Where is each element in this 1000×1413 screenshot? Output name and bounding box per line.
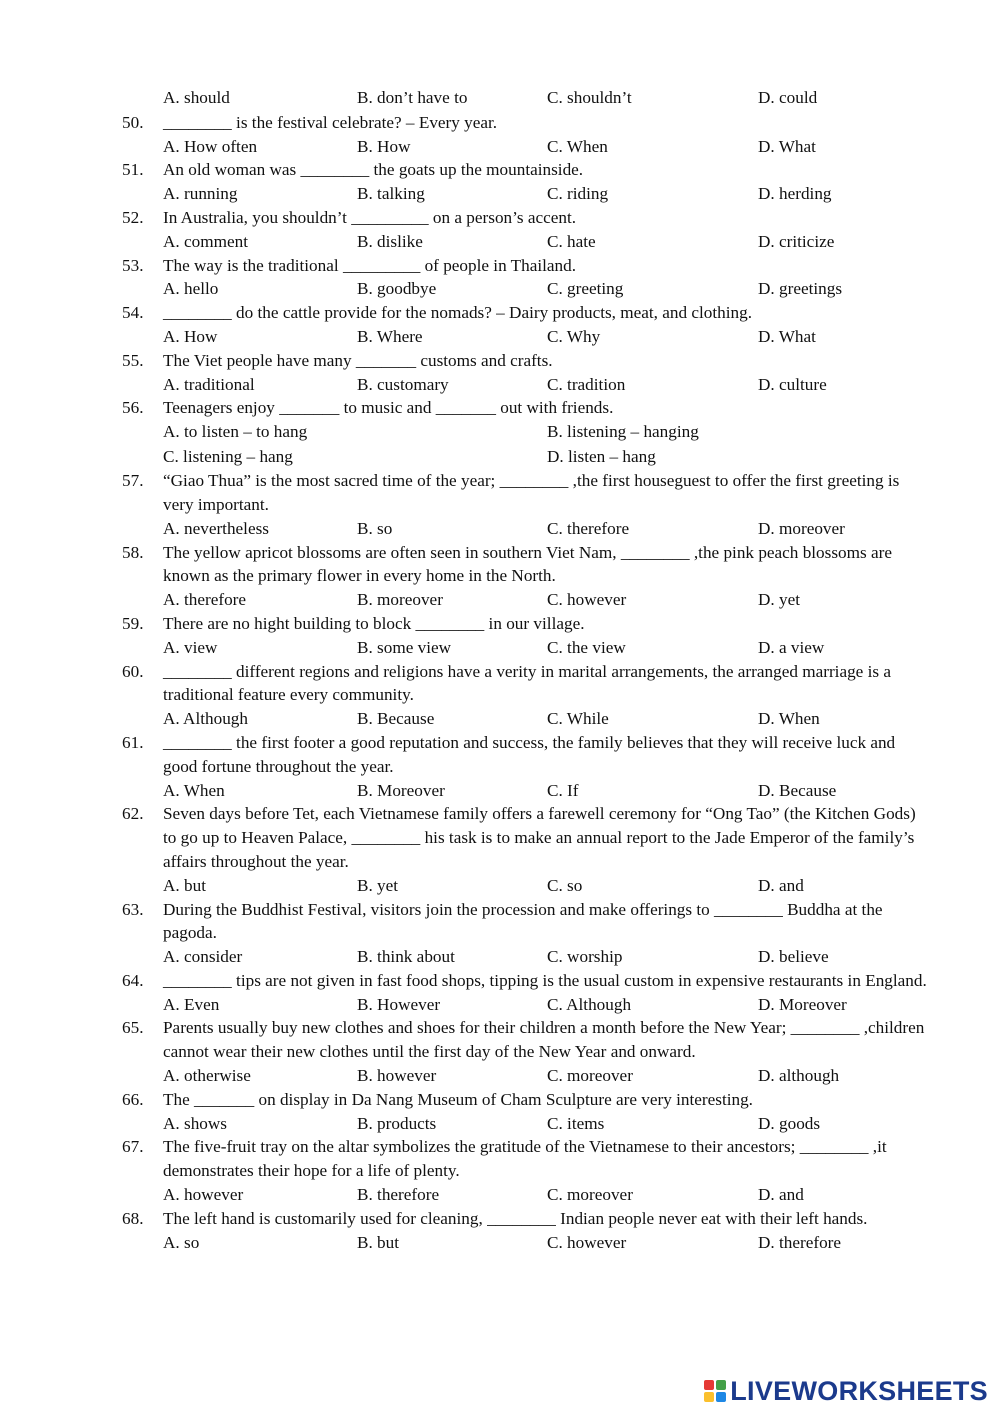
question-61 <box>0 731 1000 802</box>
question-number: 52. <box>122 207 144 227</box>
question-stem: An old woman was ________ the goats up the mountainside. <box>163 160 584 180</box>
answer-options <box>0 230 1000 254</box>
answer-options <box>0 517 1000 541</box>
option-b[interactable]: B. moreover <box>357 590 443 610</box>
question-text <box>0 898 1000 946</box>
option-d[interactable]: D. therefore <box>758 1232 842 1252</box>
question-stem: During the Buddhist Festival, visitors join the procession and make offerings to ________ Buddha at the pagoda. <box>163 899 883 943</box>
answer-options <box>0 707 1000 731</box>
brand-name: LIVEWORKSHEETS <box>730 1375 988 1406</box>
option-c[interactable]: C. the view <box>547 637 626 657</box>
option-d[interactable]: D. a view <box>758 637 825 657</box>
question-text <box>0 802 1000 873</box>
question-text <box>0 1088 1000 1112</box>
option-d[interactable]: D. What <box>758 326 816 346</box>
option-a[interactable]: A. shows <box>163 1113 227 1133</box>
option-b[interactable]: B. Because <box>357 709 435 729</box>
question-stem: Parents usually buy new clothes and shoes for their children a month before the New Year; ________ ,children cannot wear their new clothes until the first day of the New Year and onward. <box>163 1018 925 1062</box>
question-57 <box>0 469 1000 540</box>
option-c[interactable]: C. items <box>547 1113 605 1133</box>
question-list <box>0 111 1000 1255</box>
option-b[interactable]: B. How <box>357 136 411 156</box>
option-b[interactable]: B. Moreover <box>357 780 445 800</box>
option-b[interactable]: B. products <box>357 1113 437 1133</box>
question-52 <box>0 206 1000 254</box>
answer-options <box>0 1112 1000 1136</box>
question-67 <box>0 1135 1000 1206</box>
option-a[interactable]: A. should <box>163 88 230 107</box>
question-65 <box>0 1016 1000 1087</box>
question-stem: ________ tips are not given in fast food shops, tipping is the usual custom in expensive restaurants in England. <box>163 970 927 990</box>
question-text <box>0 660 1000 708</box>
option-c[interactable]: C. If <box>547 780 579 800</box>
question-stem: The left hand is customarily used for cleaning, ________ Indian people never eat with their left hands. <box>163 1208 868 1228</box>
answer-options <box>0 135 1000 159</box>
option-b[interactable]: B. However <box>357 994 441 1014</box>
question-56 <box>0 396 1000 469</box>
question-stem: Seven days before Tet, each Vietnamese family offers a farewell ceremony for “Ong Tao” (the Kitchen Gods) to go up to Heaven Palace, ________ his task is to make an annual report to the Jade Emperor of the family’s affairs throughout the year. <box>163 804 916 871</box>
liveworksheets-logo <box>704 1376 988 1406</box>
question-number: 54. <box>122 303 144 323</box>
option-a[interactable]: A. but <box>163 875 206 895</box>
question-number: 62. <box>122 804 144 824</box>
option-c[interactable]: C. moreover <box>547 1185 633 1205</box>
question-text <box>0 541 1000 589</box>
question-text <box>0 1135 1000 1183</box>
question-number: 65. <box>122 1018 144 1038</box>
option-c[interactable]: C. tradition <box>547 374 626 394</box>
option-d[interactable]: D. Moreover <box>758 994 847 1014</box>
question-stem: The Viet people have many _______ customs and crafts. <box>163 350 553 370</box>
option-d[interactable]: D. and <box>758 1185 804 1205</box>
option-a[interactable]: A. How often <box>163 136 258 156</box>
question-64 <box>0 969 1000 1017</box>
question-text <box>0 206 1000 230</box>
question-number: 56. <box>122 398 144 418</box>
option-d[interactable]: D. When <box>758 709 820 729</box>
option-a[interactable]: A. When <box>163 780 225 800</box>
answer-options <box>0 1064 1000 1088</box>
option-b[interactable]: B. goodbye <box>357 279 437 299</box>
question-59 <box>0 612 1000 660</box>
option-c[interactable]: C. listening – hang <box>163 446 293 466</box>
option-b[interactable]: B. but <box>357 1232 400 1252</box>
question-number: 64. <box>122 970 144 990</box>
option-b[interactable]: B. talking <box>357 184 425 204</box>
option-c[interactable]: C. hate <box>547 231 596 251</box>
answer-options <box>0 874 1000 898</box>
question-stem: ________ different regions and religions have a verity in marital arrangements, the arranged marriage is a traditional feature every community. <box>163 661 891 705</box>
question-63 <box>0 898 1000 969</box>
question-stem: The five-fruit tray on the altar symbolizes the gratitude of the Vietnamese to their ancestors; ________ ,it demonstrates their hope for a life of plenty. <box>163 1137 887 1181</box>
option-d[interactable]: D. could <box>758 88 818 107</box>
option-c[interactable]: C. shouldn’t <box>547 88 632 107</box>
question-text <box>0 1207 1000 1231</box>
question-number: 67. <box>122 1137 144 1157</box>
option-d[interactable]: D. moreover <box>758 518 845 538</box>
logo-square-blue <box>716 1392 726 1402</box>
option-b[interactable]: B. therefore <box>357 1185 440 1205</box>
logo-square-red <box>704 1380 714 1390</box>
question-text <box>0 158 1000 182</box>
option-b[interactable]: B. dislike <box>357 231 423 251</box>
option-a[interactable]: A. therefore <box>163 590 247 610</box>
option-c[interactable]: C. however <box>547 1232 627 1252</box>
question-text <box>0 111 1000 135</box>
answer-options-row <box>0 445 1000 470</box>
option-c[interactable]: C. Why <box>547 326 601 346</box>
question-text <box>0 1016 1000 1064</box>
question-text <box>0 254 1000 278</box>
answer-options <box>0 588 1000 612</box>
option-a[interactable]: A. otherwise <box>163 1066 251 1086</box>
question-stem: Teenagers enjoy _______ to music and _______ out with friends. <box>163 398 614 418</box>
option-c[interactable]: C. so <box>547 875 583 895</box>
question-text <box>0 349 1000 373</box>
question-number: 63. <box>122 899 144 919</box>
question-text <box>0 469 1000 517</box>
option-d[interactable]: D. although <box>758 1066 840 1086</box>
question-stem: There are no hight building to block ________ in our village. <box>163 613 585 633</box>
option-b[interactable]: B. think about <box>357 947 455 967</box>
question-number: 58. <box>122 542 144 562</box>
question-66 <box>0 1088 1000 1136</box>
option-d[interactable]: D. goods <box>758 1113 821 1133</box>
option-d[interactable]: D. believe <box>758 947 829 967</box>
worksheet <box>0 86 1000 1254</box>
question-stem: ________ is the festival celebrate? – Every year. <box>163 112 498 132</box>
option-a[interactable]: A. running <box>163 184 238 204</box>
answer-options <box>0 945 1000 969</box>
option-d[interactable]: D. listen – hang <box>547 446 656 466</box>
question-55 <box>0 349 1000 397</box>
option-a[interactable]: A. to listen – to hang <box>163 422 308 442</box>
answer-options <box>0 993 1000 1017</box>
answer-options <box>0 1231 1000 1255</box>
question-stem: ________ the first footer a good reputation and success, the family believes that they will receive luck and good fortune throughout the year. <box>163 732 896 776</box>
question-stem: In Australia, you shouldn’t _________ on a person’s accent. <box>163 207 577 227</box>
question-54 <box>0 301 1000 349</box>
answer-options <box>0 373 1000 397</box>
option-c[interactable]: C. While <box>547 709 609 729</box>
answer-options <box>0 277 1000 301</box>
question-number: 66. <box>122 1089 144 1109</box>
question-stem: The _______ on display in Da Nang Museum of Cham Sculpture are very interesting. <box>163 1089 753 1109</box>
answer-options <box>0 325 1000 349</box>
option-a[interactable]: A. however <box>163 1185 244 1205</box>
question-58 <box>0 541 1000 612</box>
answer-options <box>0 1183 1000 1207</box>
option-a[interactable]: A. consider <box>163 947 243 967</box>
option-a[interactable]: A. How <box>163 326 218 346</box>
option-d[interactable]: D. criticize <box>758 231 835 251</box>
question-stem: The yellow apricot blossoms are often seen in southern Viet Nam, ________ ,the pink peach blossoms are known as the primary flower in every home in the North. <box>163 542 892 586</box>
question-text <box>0 301 1000 325</box>
option-b[interactable]: B. Where <box>357 326 423 346</box>
option-b[interactable]: B. yet <box>357 875 399 895</box>
option-c[interactable]: C. therefore <box>547 518 630 538</box>
question-stem: The way is the traditional _________ of people in Thailand. <box>163 255 577 275</box>
question-number: 60. <box>122 661 144 681</box>
option-d[interactable]: D. culture <box>758 374 827 394</box>
question-number: 53. <box>122 255 144 275</box>
option-a[interactable]: A. hello <box>163 279 219 299</box>
option-a[interactable]: A. Although <box>163 709 248 729</box>
option-a[interactable]: A. so <box>163 1232 200 1252</box>
question-number: 68. <box>122 1208 144 1228</box>
question-60 <box>0 660 1000 731</box>
option-b[interactable]: B. customary <box>357 374 449 394</box>
option-c[interactable]: C. greeting <box>547 279 624 299</box>
option-b[interactable]: B. however <box>357 1066 437 1086</box>
answer-options <box>0 779 1000 803</box>
answer-options <box>0 636 1000 660</box>
option-d[interactable]: D. yet <box>758 590 801 610</box>
option-c[interactable]: C. When <box>547 136 608 156</box>
question-51 <box>0 158 1000 206</box>
logo-square-green <box>716 1380 726 1390</box>
question-50 <box>0 111 1000 159</box>
option-c[interactable]: C. however <box>547 590 627 610</box>
question-number: 59. <box>122 613 144 633</box>
answer-options <box>0 182 1000 206</box>
logo-square-yellow <box>704 1392 714 1402</box>
question-number: 61. <box>122 732 144 752</box>
option-a[interactable]: A. Even <box>163 994 220 1014</box>
question-number: 57. <box>122 471 144 491</box>
option-a[interactable]: A. traditional <box>163 374 255 394</box>
question-53 <box>0 254 1000 302</box>
option-d[interactable]: D. herding <box>758 184 832 204</box>
question-text <box>0 612 1000 636</box>
option-c[interactable]: C. moreover <box>547 1066 633 1086</box>
question-stem: ________ do the cattle provide for the nomads? – Dairy products, meat, and clothing. <box>163 303 752 323</box>
question-number: 55. <box>122 350 144 370</box>
option-d[interactable]: D. Because <box>758 780 837 800</box>
option-b[interactable]: B. so <box>357 518 393 538</box>
option-b[interactable]: B. don’t have to <box>357 88 468 107</box>
question-text <box>0 396 1000 420</box>
question-number: 50. <box>122 112 144 132</box>
answer-options-row <box>0 420 1000 445</box>
question-number: 51. <box>122 160 144 180</box>
option-b[interactable]: B. some view <box>357 637 452 657</box>
option-c[interactable]: C. Although <box>547 994 632 1014</box>
question-stem: “Giao Thua” is the most sacred time of the year; ________ ,the first houseguest to offer the first greeting is very important. <box>163 471 900 514</box>
question-text <box>0 969 1000 993</box>
question-68 <box>0 1207 1000 1255</box>
option-c[interactable]: C. worship <box>547 947 623 967</box>
option-a[interactable]: A. comment <box>163 231 248 251</box>
question-text <box>0 731 1000 779</box>
option-d[interactable]: D. greetings <box>758 279 843 299</box>
option-a[interactable]: A. view <box>163 637 218 657</box>
previous-question-options <box>0 86 1000 110</box>
option-d[interactable]: D. What <box>758 136 816 156</box>
liveworksheets-logo-icon <box>704 1380 726 1402</box>
option-a[interactable]: A. nevertheless <box>163 518 269 538</box>
question-62 <box>0 802 1000 897</box>
option-d[interactable]: D. and <box>758 875 804 895</box>
option-b[interactable]: B. listening – hanging <box>547 422 699 442</box>
option-c[interactable]: C. riding <box>547 184 609 204</box>
